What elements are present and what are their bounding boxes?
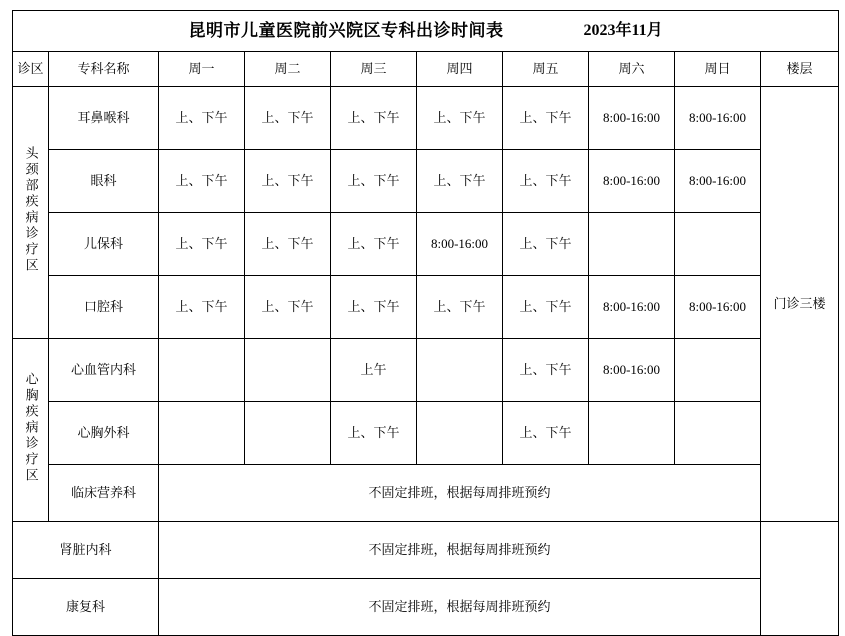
header-floor: 楼层 bbox=[761, 52, 839, 87]
table-row bbox=[13, 579, 839, 636]
schedule-cell bbox=[245, 339, 331, 402]
page-title: 昆明市儿童医院前兴院区专科出诊时间表 bbox=[188, 21, 504, 41]
table-row bbox=[13, 339, 839, 402]
table-row bbox=[13, 465, 839, 522]
month-label: 2023年11月 bbox=[583, 22, 663, 39]
schedule-cell: 8:00-16:00 bbox=[675, 276, 761, 339]
schedule-cell bbox=[589, 213, 675, 276]
schedule-note: 不固定排班，根据每周排班预约 bbox=[159, 579, 761, 636]
dept-name: 心胸外科 bbox=[49, 402, 159, 465]
schedule-cell bbox=[675, 339, 761, 402]
schedule-cell: 8:00-16:00 bbox=[589, 150, 675, 213]
schedule-cell: 上、下午 bbox=[417, 150, 503, 213]
table-row bbox=[13, 213, 839, 276]
area-group-label: 心胸疾病诊疗区 bbox=[23, 371, 39, 484]
schedule-cell bbox=[159, 339, 245, 402]
dept-name: 眼科 bbox=[49, 150, 159, 213]
dept-name: 肾脏内科 bbox=[13, 522, 159, 579]
title-cell bbox=[13, 11, 839, 52]
schedule-cell: 上、下午 bbox=[331, 276, 417, 339]
dept-name: 心血管内科 bbox=[49, 339, 159, 402]
schedule-cell: 上、下午 bbox=[331, 150, 417, 213]
header-day-sat: 周六 bbox=[589, 52, 675, 87]
schedule-cell: 上、下午 bbox=[245, 213, 331, 276]
table-header-row bbox=[13, 52, 839, 87]
header-day-wed: 周三 bbox=[331, 52, 417, 87]
schedule-cell: 上、下午 bbox=[503, 150, 589, 213]
schedule-cell: 上、下午 bbox=[503, 276, 589, 339]
header-day-sun: 周日 bbox=[675, 52, 761, 87]
dept-name: 耳鼻喉科 bbox=[49, 87, 159, 150]
title-row bbox=[13, 11, 839, 52]
area-group-label: 头颈部疾病诊疗区 bbox=[23, 146, 39, 275]
floor-cell-empty bbox=[761, 522, 839, 636]
schedule-cell: 上、下午 bbox=[417, 276, 503, 339]
header-dept: 专科名称 bbox=[49, 52, 159, 87]
dept-name: 康复科 bbox=[13, 579, 159, 636]
schedule-table bbox=[12, 10, 839, 636]
schedule-cell: 上、下午 bbox=[331, 87, 417, 150]
dept-name: 临床营养科 bbox=[49, 465, 159, 522]
table-row bbox=[13, 87, 839, 150]
schedule-cell bbox=[589, 402, 675, 465]
schedule-cell: 上、下午 bbox=[503, 402, 589, 465]
schedule-cell bbox=[675, 402, 761, 465]
schedule-cell: 上、下午 bbox=[503, 87, 589, 150]
dept-name: 儿保科 bbox=[49, 213, 159, 276]
header-day-tue: 周二 bbox=[245, 52, 331, 87]
schedule-cell: 上、下午 bbox=[159, 87, 245, 150]
schedule-cell: 上、下午 bbox=[245, 276, 331, 339]
schedule-cell: 上、下午 bbox=[245, 150, 331, 213]
schedule-cell: 上、下午 bbox=[503, 213, 589, 276]
dept-name: 口腔科 bbox=[49, 276, 159, 339]
schedule-cell: 上、下午 bbox=[159, 276, 245, 339]
schedule-cell bbox=[417, 339, 503, 402]
table-row bbox=[13, 522, 839, 579]
schedule-cell: 上、下午 bbox=[159, 150, 245, 213]
schedule-cell: 8:00-16:00 bbox=[675, 87, 761, 150]
schedule-note: 不固定排班，根据每周排班预约 bbox=[159, 522, 761, 579]
schedule-cell: 8:00-16:00 bbox=[675, 150, 761, 213]
area-group-head-neck bbox=[13, 87, 49, 339]
table-row bbox=[13, 276, 839, 339]
table-row bbox=[13, 402, 839, 465]
schedule-cell: 上、下午 bbox=[331, 402, 417, 465]
header-area: 诊区 bbox=[13, 52, 49, 87]
header-day-thu: 周四 bbox=[417, 52, 503, 87]
schedule-cell bbox=[675, 213, 761, 276]
schedule-cell bbox=[159, 402, 245, 465]
floor-cell: 门诊三楼 bbox=[761, 87, 839, 522]
schedule-cell bbox=[417, 402, 503, 465]
schedule-cell: 上、下午 bbox=[503, 339, 589, 402]
schedule-cell: 上、下午 bbox=[417, 87, 503, 150]
schedule-cell: 上午 bbox=[331, 339, 417, 402]
schedule-cell: 8:00-16:00 bbox=[589, 276, 675, 339]
schedule-cell: 上、下午 bbox=[159, 213, 245, 276]
schedule-cell: 8:00-16:00 bbox=[589, 87, 675, 150]
table-row bbox=[13, 150, 839, 213]
header-day-fri: 周五 bbox=[503, 52, 589, 87]
area-group-cardio-thoracic bbox=[13, 339, 49, 522]
schedule-cell: 8:00-16:00 bbox=[417, 213, 503, 276]
schedule-cell bbox=[245, 402, 331, 465]
schedule-note: 不固定排班，根据每周排班预约 bbox=[159, 465, 761, 522]
schedule-cell: 上、下午 bbox=[245, 87, 331, 150]
header-day-mon: 周一 bbox=[159, 52, 245, 87]
schedule-cell: 上、下午 bbox=[331, 213, 417, 276]
schedule-cell: 8:00-16:00 bbox=[589, 339, 675, 402]
